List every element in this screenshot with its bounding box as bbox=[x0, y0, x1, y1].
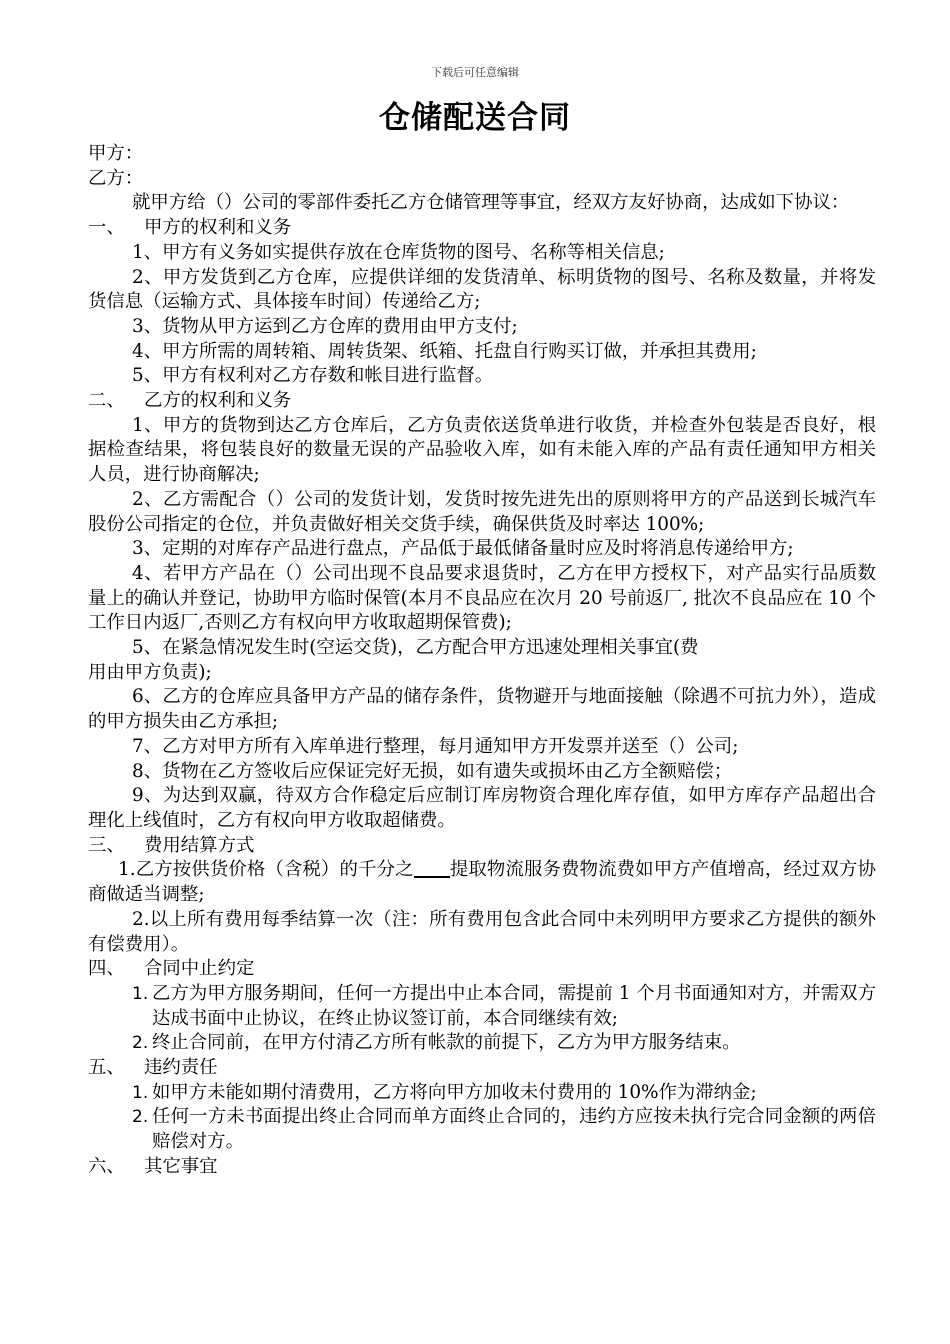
clause-paragraph: 1、甲方的货物到达乙方仓库后，乙方负责依送货单进行收货，并检查外包装是否良好，根据检查结果，将包装良好的数量无误的产品验收入库，如有未能入库的产品有责任通知甲方相关人员，进行协商解决; bbox=[88, 414, 876, 486]
document-body bbox=[88, 142, 876, 1180]
clause-paragraph: 4、甲方所需的周转箱、周转货架、纸箱、托盘自行购买订做，并承担其费用; bbox=[132, 340, 757, 362]
section-heading-3 bbox=[88, 834, 876, 859]
clause-paragraph: 2、乙方需配合（）公司的发货计划，发货时按先进先出的原则将甲方的产品送到长城汽车股份公司指定的仓位，并负责做好相关交货手续，确保供货及时率达 100%; bbox=[88, 488, 876, 535]
clause-continuation: 用由甲方负责); bbox=[88, 661, 212, 683]
list-item bbox=[132, 982, 876, 1031]
termination-list bbox=[88, 982, 876, 1056]
fee-clause-1-end: 提取物流服务费物流费如甲方产值增高，经过双方协商做适当调整; bbox=[88, 859, 876, 906]
section-title: 合同中止约定 bbox=[144, 958, 255, 980]
fee-clause-1 bbox=[88, 858, 876, 907]
clause-paragraph: 5、甲方有权利对乙方存数和帐目进行监督。 bbox=[132, 365, 494, 387]
header-note: 下载后可任意编辑 bbox=[431, 66, 519, 79]
section-title: 乙方的权利和义务 bbox=[144, 390, 292, 412]
section-number: 一、 bbox=[88, 217, 125, 239]
section-heading-5 bbox=[88, 1056, 876, 1081]
clause-paragraph: 7、乙方对甲方所有入库单进行整理，每月通知甲方开发票并送至（）公司; bbox=[132, 735, 739, 757]
clause-paragraph: 8、货物在乙方签收后应保证完好无损，如有遗失或损坏由乙方全额赔偿； bbox=[132, 760, 733, 782]
list-text: 如甲方未能如期付清费用，乙方将向甲方加收未付费用的 10%作为滞纳金; bbox=[152, 1081, 757, 1103]
section-number: 六、 bbox=[88, 1155, 125, 1177]
list-item bbox=[132, 1105, 876, 1154]
list-text: 乙方为甲方服务期间，任何一方提出中止本合同，需提前 1 个月书面通知对方，并需双方达成书面中止协议，在终止协议签订前，本合同继续有效; bbox=[152, 982, 876, 1029]
list-number: 1. bbox=[132, 1082, 149, 1103]
clause-paragraph: 9、为达到双赢，待双方合作稳定后应制订库房物资合理化库存值，如甲方库存产品超出合理化上线值时，乙方有权向甲方收取超储费。 bbox=[88, 785, 876, 831]
list-text: 任何一方未书面提出终止合同而单方面终止合同的，违约方应按未执行完合同金额的两倍赔偿对方。 bbox=[152, 1106, 876, 1153]
rate-blank-field[interactable] bbox=[414, 858, 450, 878]
section-title: 费用结算方式 bbox=[144, 834, 255, 856]
clause-paragraph: 5、在紧急情况发生时(空运交货)，乙方配合甲方迅速处理相关事宜(费 bbox=[132, 637, 699, 659]
section-number: 三、 bbox=[88, 834, 125, 856]
section-heading-1 bbox=[88, 216, 876, 241]
list-number: 2. bbox=[132, 1033, 149, 1054]
section-number: 二、 bbox=[88, 390, 125, 412]
list-number: 1. bbox=[132, 983, 149, 1004]
list-item bbox=[132, 1081, 876, 1106]
intro-paragraph: 就甲方给（）公司的零部件委托乙方仓储管理等事宜，经双方友好协商，达成如下协议： bbox=[132, 192, 850, 214]
section-heading-6 bbox=[88, 1155, 876, 1180]
fee-clause-1-start: 1.乙方按供货价格（含税）的千分之 bbox=[118, 859, 414, 881]
section-title: 违约责任 bbox=[144, 1057, 218, 1079]
clause-paragraph: 2、甲方发货到乙方仓库，应提供详细的发货清单、标明货物的图号、名称及数量，并将发货信息（运输方式、具体接车时间）传递给乙方; bbox=[88, 266, 876, 313]
clause-paragraph: 6、乙方的仓库应具备甲方产品的储存条件，货物避开与地面接触（除遇不可抗力外），造成的甲方损失由乙方承担; bbox=[88, 686, 876, 733]
section-heading-2 bbox=[88, 389, 876, 414]
clause-paragraph: 1、甲方有义务如实提供存放在仓库货物的图号、名称等相关信息; bbox=[132, 241, 665, 263]
liability-list bbox=[88, 1081, 876, 1155]
clause-paragraph: 4、若甲方产品在（）公司出现不良品要求退货时，乙方在甲方授权下，对产品实行品质数量上的确认并登记，协助甲方临时保管(本月不良品应在次月 20 号前返厂, 批次不良品应在 10 个工作日内返厂,否则乙方有权向甲方收取超期保管费); bbox=[88, 562, 876, 634]
party-b-line: 乙方： bbox=[88, 167, 144, 189]
section-heading-4 bbox=[88, 957, 876, 982]
list-number: 2. bbox=[132, 1107, 149, 1128]
list-text: 终止合同前，在甲方付清乙方所有帐款的前提下，乙方为甲方服务结束。 bbox=[152, 1032, 741, 1054]
section-number: 五、 bbox=[88, 1057, 125, 1079]
section-number: 四、 bbox=[88, 958, 125, 980]
section-title: 其它事宜 bbox=[144, 1155, 218, 1177]
party-a-line: 甲方： bbox=[88, 143, 144, 164]
clause-paragraph: 3、定期的对库存产品进行盘点，产品低于最低储备量时应及时将消息传递给甲方; bbox=[132, 538, 794, 560]
clause-paragraph: 3、货物从甲方运到乙方仓库的费用由甲方支付; bbox=[132, 315, 518, 337]
document-title: 仓储配送合同 bbox=[379, 100, 571, 136]
list-item bbox=[132, 1031, 876, 1056]
section-title: 甲方的权利和义务 bbox=[144, 217, 292, 239]
fee-clause-2: 2.以上所有费用每季结算一次（注：所有费用包含此合同中未列明甲方要求乙方提供的额外有偿费用）。 bbox=[88, 908, 876, 955]
